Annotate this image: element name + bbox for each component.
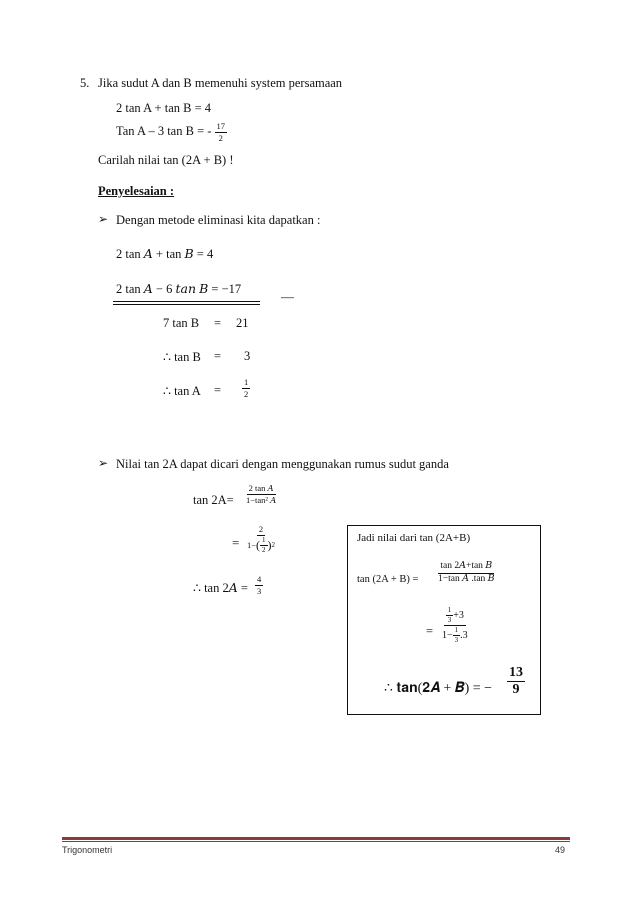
equation-2-fraction [215, 122, 228, 142]
fraction-numerator: 13 [509, 665, 523, 680]
denominator-prefix: 1− [247, 539, 257, 550]
numerator-rest: +3 [453, 609, 464, 621]
inner-fraction [260, 537, 268, 554]
inner-denominator: 3 [454, 636, 459, 644]
elimination-row-2: 2 tan 𝐴 − 6 𝑡𝑎𝑛 𝐵 = −17 [116, 282, 242, 296]
footer-title: Trigonometri [62, 845, 113, 855]
fraction-denominator: 2 [218, 132, 223, 143]
elimination-rule-bottom [113, 304, 260, 305]
fraction-numerator: 17 [216, 121, 226, 131]
inner-fraction [446, 607, 454, 624]
fraction-numerator: 2 [258, 524, 264, 534]
problem-text: Jika sudut A dan B memenuhi system persamaan [98, 76, 343, 90]
elimination-rule-top [113, 301, 260, 302]
fraction-denominator: 1−tan 𝐴 .tan 𝐵 [438, 573, 495, 584]
fraction-denominator: 1− ( $\frac{1}{2}$ ) 2 [247, 535, 276, 554]
step-2-fraction [245, 525, 277, 554]
fraction-denominator: 3 [257, 585, 262, 596]
inner-numerator: 1 [262, 535, 266, 544]
box-sub-fraction [440, 607, 470, 644]
inner-numerator: 1 [447, 606, 452, 614]
result-3-fraction [242, 378, 250, 398]
problem-question: Carilah nilai tan (2A + B) ! [98, 153, 234, 167]
bullet-1-text: Dengan metode eliminasi kita dapatkan : [116, 213, 321, 227]
fraction-denominator: 9 [512, 682, 520, 697]
inner-fraction [453, 627, 461, 644]
fraction-numerator: tan 2𝐴+tan 𝐵 [438, 562, 494, 574]
page-number: 49 [555, 845, 566, 855]
equation-2-left: Tan A – 3 tan B = - [116, 123, 212, 138]
tan2a-fraction [244, 484, 278, 504]
arrow-bullet-icon: ➢ [98, 456, 109, 470]
denominator-prefix: 1− [442, 629, 453, 641]
denominator-rest: .3 [460, 629, 468, 641]
result-2-left: ∴ tan B [163, 350, 201, 364]
result-1-left: 7 tan B [163, 316, 200, 330]
fraction-numerator: 2 tan 𝐴 [248, 483, 274, 493]
fraction-numerator [444, 607, 466, 626]
box-final-fraction [507, 666, 525, 697]
result-1-value: 21 [236, 316, 249, 330]
result-3-left: ∴ tan A [163, 384, 201, 398]
equation-1: 2 tan A + tan B = 4 [116, 101, 212, 115]
problem-number: 5. [80, 76, 90, 90]
result-1-equals: = [214, 316, 222, 330]
tan2a-result-fraction [255, 575, 263, 595]
box-final-left: ∴ 𝐭𝐚𝐧(𝟐𝑨 + 𝑩) = − [384, 681, 493, 696]
box-formula-left: tan (2A + B) = [357, 574, 419, 585]
inner-numerator: 1 [454, 626, 459, 634]
fraction-numerator: 1 [244, 377, 249, 387]
box-sub-equals: = [426, 624, 434, 638]
fraction-denominator: 2 [244, 388, 249, 399]
result-2-equals: = [214, 349, 222, 363]
equation-2 [116, 122, 227, 142]
fraction-denominator [440, 626, 470, 644]
inner-denominator: 2 [262, 545, 266, 554]
fraction-denominator: 1−tan² 𝐴 [246, 494, 277, 505]
bullet-2-text: Nilai tan 2A dapat dicari dengan menggunakan rumus sudut ganda [116, 457, 449, 471]
exponent: 2 [271, 540, 276, 549]
footer-rule-thin [62, 841, 570, 842]
arrow-bullet-icon: ➢ [98, 212, 109, 226]
elimination-row-1: 2 tan 𝐴 + tan 𝐵 = 4 [116, 247, 214, 261]
step-2-equals: = [232, 535, 240, 550]
tan2a-result-left: ∴ tan 2𝐴 = [193, 581, 248, 595]
fraction-numerator: 4 [257, 574, 262, 584]
box-line-1: Jadi nilai dari tan (2A+B) [357, 532, 471, 544]
result-3-equals: = [214, 383, 222, 397]
solution-heading: Penyelesaian : [98, 184, 175, 198]
tan2a-left: tan 2A= [193, 493, 234, 507]
box-formula-fraction [436, 562, 497, 584]
result-2-value: 3 [244, 349, 251, 363]
subtraction-operator: — [281, 289, 294, 304]
inner-denominator: 3 [447, 616, 452, 624]
footer-rule [62, 837, 570, 840]
